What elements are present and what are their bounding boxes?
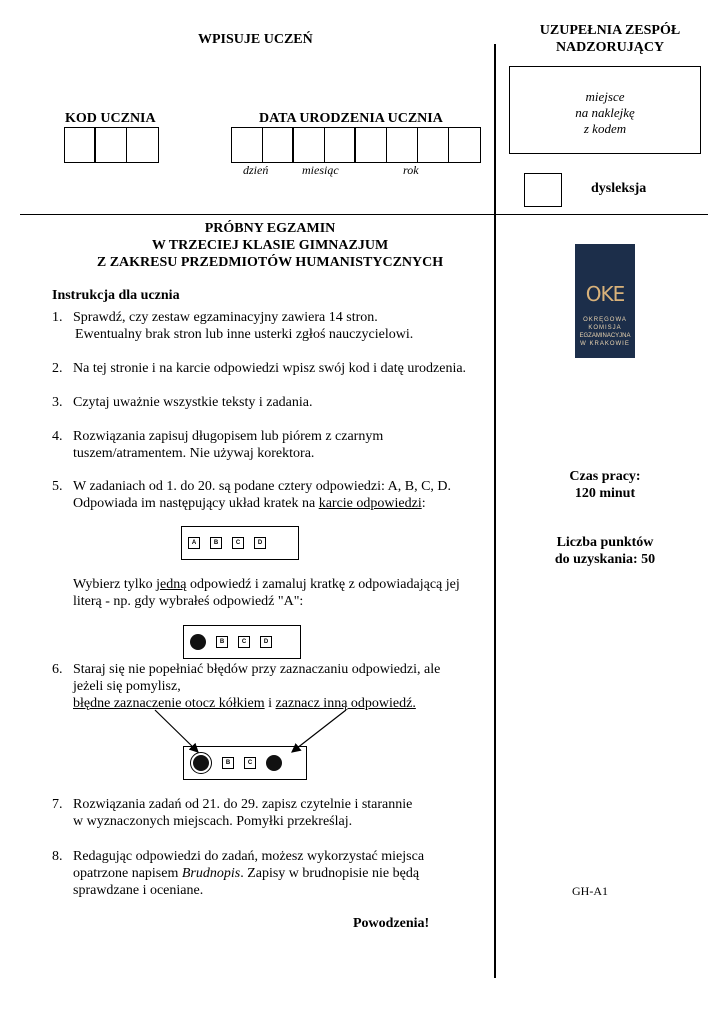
instruction-number: 1. [52, 310, 63, 325]
instruction-text [73, 495, 451, 512]
code-box[interactable] [96, 128, 127, 162]
option-box-b: B [210, 537, 222, 549]
instruction-number: 3. [52, 395, 63, 410]
day-label: dzień [243, 163, 269, 177]
student-code-label: KOD UCZNIA [65, 111, 156, 126]
text-segment: odpowiedź i zamaluj kratkę z odpowiadającą jej [186, 577, 460, 592]
horizontal-divider [20, 214, 708, 215]
text-segment: : [421, 496, 426, 511]
points-value: do uzyskania: 50 [554, 552, 656, 567]
answer-card-underlined: karcie odpowiedzi [318, 496, 422, 511]
option-box-c: C [238, 636, 250, 648]
time-label: Czas pracy: [569, 469, 641, 484]
option-box-c: C [244, 757, 256, 769]
month-label: miesiąc [302, 163, 339, 177]
points-info [530, 534, 680, 568]
filled-mark-a [190, 634, 206, 650]
vertical-divider [494, 44, 496, 978]
date-box[interactable] [356, 128, 387, 162]
logo-line-3: EGZAMINACYJNA [579, 333, 631, 339]
instruction-6 [52, 661, 440, 712]
option-box-d: D [260, 636, 272, 648]
instruction-4 [52, 428, 383, 462]
option-box-a: A [188, 537, 200, 549]
code-box[interactable] [65, 128, 96, 162]
instruction-text: Czytaj uważnie wszystkie teksty i zadania. [73, 395, 313, 410]
instruction-text [73, 865, 424, 882]
filled-mark-d [266, 755, 282, 771]
option-box-c: C [232, 537, 244, 549]
code-box[interactable] [127, 128, 158, 162]
dyslexia-checkbox[interactable] [524, 173, 562, 207]
points-label: Liczba punktów [556, 535, 654, 550]
option-box-d: D [254, 537, 266, 549]
date-box[interactable] [387, 128, 418, 162]
instruction-text: Ewentualny brak stron lub inne usterki zgłoś nauczycielowi. [75, 327, 414, 342]
date-box[interactable] [294, 128, 325, 162]
mark-another-underlined: zaznacz inną odpowiedź. [275, 696, 416, 711]
title-line-2: W TRZECIEJ KLASIE GIMNAZJUM [151, 238, 389, 253]
date-box[interactable] [232, 128, 263, 162]
good-luck: Powodzenia! [353, 916, 430, 931]
logo-line-4: W KRAKOWIE [580, 341, 630, 347]
student-fills-heading: WPISUJE UCZEŃ [198, 32, 313, 47]
sticker-line-1: miejsce [585, 89, 625, 104]
student-code-boxes[interactable] [64, 127, 159, 163]
instruction-text: Rozwiązania zadań od 21. do 29. zapisz czytelnie i starannie [73, 797, 413, 812]
date-box[interactable] [263, 128, 294, 162]
instruction-text: Staraj się nie popełniać błędów przy zaznaczaniu odpowiedzi, ale [73, 662, 441, 677]
instruction-number: 2. [52, 361, 63, 376]
instruction-8 [52, 848, 424, 899]
instruction-2 [52, 360, 466, 377]
date-box[interactable] [325, 128, 356, 162]
instruction-number: 6. [52, 662, 63, 677]
text-segment: Odpowiada im następujący układ kratek na [73, 496, 319, 511]
underlined-one: jedną [156, 577, 187, 592]
title-line-3: Z ZAKRESU PRZEDMIOTÓW HUMANISTYCZNYCH [96, 255, 444, 270]
date-box[interactable] [449, 128, 480, 162]
circled-mistake [190, 752, 212, 774]
instruction-1 [52, 309, 413, 343]
oke-logo [575, 244, 635, 358]
circle-mistake-underlined: błędne zaznaczenie otocz kółkiem [73, 696, 265, 711]
birth-date-label: DATA URODZENIA UCZNIA [259, 111, 443, 126]
instruction-7 [52, 796, 412, 830]
exam-code: GH-A1 [572, 884, 608, 898]
instruction-5-continued [52, 576, 460, 610]
sticker-line-2: na naklejkę [575, 105, 635, 120]
instruction-number: 4. [52, 429, 63, 444]
logo-mark: OKE [585, 282, 625, 306]
instruction-text: jeżeli się pomylisz, [73, 679, 181, 694]
instruction-number: 7. [52, 797, 63, 812]
year-label: rok [403, 163, 419, 177]
instruction-text: tuszem/atramentem. Nie używaj korektora. [73, 446, 315, 461]
instruction-text: Redagując odpowiedzi do zadań, możesz wykorzystać miejsca [73, 849, 425, 864]
time-value: 120 minut [574, 486, 636, 501]
instruction-5 [52, 478, 451, 512]
instruction-3 [52, 394, 312, 411]
proctor-fills-heading: UZUPEŁNIA ZESPÓŁ NADZORUJĄCY [539, 23, 681, 55]
instruction-text: Sprawdź, czy zestaw egzaminacyjny zawiera 14 stron. [73, 310, 378, 325]
instruction-text: w wyznaczonych miejscach. Pomyłki przekreślaj. [73, 814, 353, 829]
instruction-text: sprawdzane i oceniane. [73, 883, 204, 898]
instruction-number: 8. [52, 849, 63, 864]
instruction-number: 5. [52, 479, 63, 494]
instruction-text: Na tej stronie i na karcie odpowiedzi wpisz swój kod i datę urodzenia. [73, 361, 467, 376]
logo-line-2: KOMISJA [588, 325, 622, 331]
sticker-line-3: z kodem [583, 121, 627, 136]
text-segment: opatrzone napisem [73, 866, 182, 881]
instruction-text: Rozwiązania zapisuj długopisem lub piórem z czarnym [73, 429, 384, 444]
sticker-box [509, 66, 701, 154]
text-segment: i [264, 696, 276, 711]
option-box-b: B [222, 757, 234, 769]
dyslexia-label: dysleksja [591, 181, 647, 196]
text-segment: Wybierz tylko [73, 577, 157, 592]
instructions-heading: Instrukcja dla ucznia [52, 288, 180, 303]
logo-line-1: OKRĘGOWA [583, 317, 627, 323]
answer-grid-example [181, 526, 299, 560]
birth-date-boxes[interactable] [231, 127, 481, 163]
text-segment: . Zapisy w brudnopisie nie będą [240, 866, 420, 881]
instruction-text: W zadaniach od 1. do 20. są podane cztery odpowiedzi: A, B, C, D. [73, 479, 452, 494]
date-box[interactable] [418, 128, 449, 162]
time-info [530, 468, 680, 502]
answer-grid-corrected [183, 746, 307, 780]
answer-grid-marked-a [183, 625, 301, 659]
draft-word: Brudnopis [181, 866, 241, 881]
exam-title [52, 220, 488, 271]
instruction-text [73, 576, 460, 593]
option-box-b: B [216, 636, 228, 648]
instruction-text: literą - np. gdy wybrałeś odpowiedź "A": [73, 594, 304, 609]
title-line-1: PRÓBNY EGZAMIN [204, 221, 336, 236]
